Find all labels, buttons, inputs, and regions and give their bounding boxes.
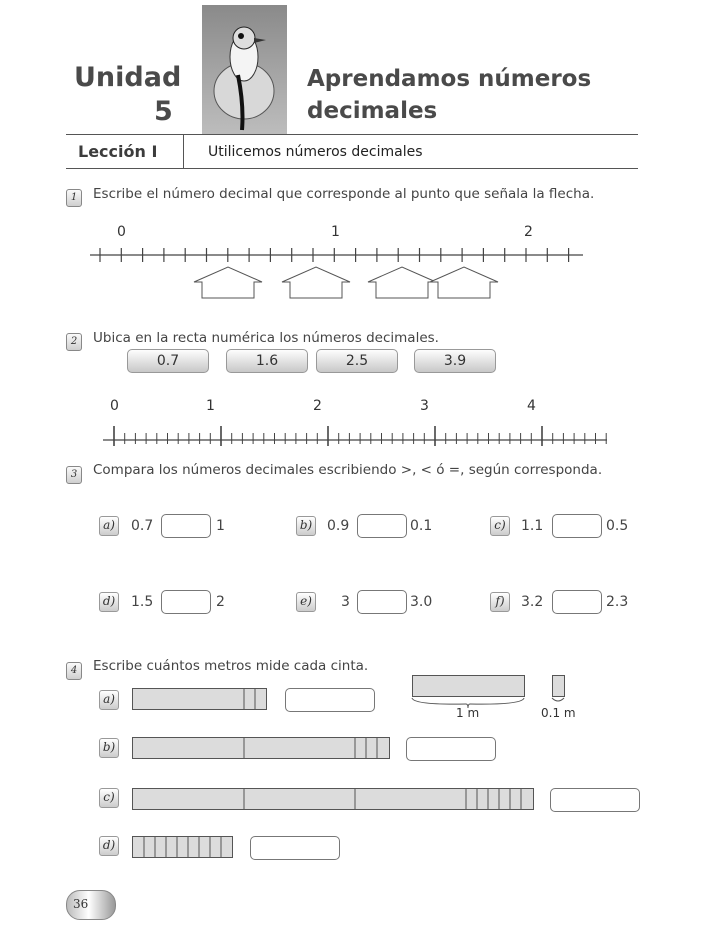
q3-c-answer-box[interactable] xyxy=(552,514,602,538)
question-number-1: 1 xyxy=(66,189,82,207)
q3-letter-a: a) xyxy=(99,516,119,536)
unit-number: 5 xyxy=(154,96,173,127)
unit-label: Unidad xyxy=(74,62,182,93)
page-number: 36 xyxy=(73,897,89,911)
q1-label-1: 1 xyxy=(331,224,340,240)
question-number-2: 2 xyxy=(66,333,82,351)
page-number-tab xyxy=(66,890,116,920)
q3-b-left: 0.9 xyxy=(327,518,350,534)
legend-1m-tape xyxy=(412,675,525,697)
q1-number-line xyxy=(0,0,728,320)
lesson-label: Lección I xyxy=(78,142,158,161)
question-number-4: 4 xyxy=(66,662,82,680)
q3-letter-e: e) xyxy=(296,592,316,612)
q3-e-right: 3.0 xyxy=(410,594,433,610)
q2-chip-4[interactable]: 3.9 xyxy=(414,349,496,373)
q3-a-left: 0.7 xyxy=(131,518,154,534)
q1-label-2: 2 xyxy=(524,224,533,240)
q3-b-answer-box[interactable] xyxy=(357,514,407,538)
q3-f-left: 3.2 xyxy=(521,594,544,610)
q1-arrow-box-2[interactable] xyxy=(280,266,352,300)
q2-number-line xyxy=(0,400,728,460)
legend-1m-label: 1 m xyxy=(456,706,480,720)
q4-tape-d xyxy=(132,836,233,858)
q3-e-answer-box[interactable] xyxy=(357,590,407,614)
q3-f-right: 2.3 xyxy=(606,594,629,610)
q1-arrow-box-4[interactable] xyxy=(428,266,500,300)
q3-letter-f: f) xyxy=(490,592,510,612)
q4-a-answer-box[interactable] xyxy=(285,688,375,712)
q3-d-answer-box[interactable] xyxy=(161,590,211,614)
question-1-text: Escribe el número decimal que corresponde al punto que señala la flecha. xyxy=(93,186,595,202)
q2-chip-3[interactable]: 2.5 xyxy=(316,349,398,373)
q3-d-left: 1.5 xyxy=(131,594,154,610)
question-4-text: Escribe cuántos metros mide cada cinta. xyxy=(93,658,369,674)
q4-letter-a: a) xyxy=(99,690,119,710)
q4-d-answer-box[interactable] xyxy=(250,836,340,860)
q1-label-0: 0 xyxy=(117,224,126,240)
q4-tape-b xyxy=(132,737,390,759)
q2-label-0: 0 xyxy=(110,398,119,414)
q2-label-3: 3 xyxy=(420,398,429,414)
page-title-line2: decimales xyxy=(307,98,438,124)
page-title-line1: Aprendamos números xyxy=(307,66,592,92)
q2-chip-1[interactable]: 0.7 xyxy=(127,349,209,373)
q2-label-4: 4 xyxy=(527,398,536,414)
q3-d-right: 2 xyxy=(216,594,225,610)
q2-label-1: 1 xyxy=(206,398,215,414)
question-number-3: 3 xyxy=(66,466,82,484)
q3-a-answer-box[interactable] xyxy=(161,514,211,538)
q3-b-right: 0.1 xyxy=(410,518,433,534)
q3-c-right: 0.5 xyxy=(606,518,629,534)
q3-e-left: 3 xyxy=(341,594,350,610)
lesson-title: Utilicemos números decimales xyxy=(208,144,423,160)
q4-c-answer-box[interactable] xyxy=(550,788,640,812)
q4-letter-c: c) xyxy=(99,788,119,808)
q3-c-left: 1.1 xyxy=(521,518,544,534)
q4-b-answer-box[interactable] xyxy=(406,737,496,761)
question-3-text: Compara los números decimales escribiendo >, < ó =, según corresponda. xyxy=(93,462,603,478)
q3-letter-d: d) xyxy=(99,592,119,612)
question-2-text: Ubica en la recta numérica los números decimales. xyxy=(93,330,439,346)
q1-arrow-box-1[interactable] xyxy=(192,266,264,300)
q3-letter-c: c) xyxy=(490,516,510,536)
q4-tape-a xyxy=(132,688,267,710)
q3-letter-b: b) xyxy=(296,516,316,536)
q3-f-answer-box[interactable] xyxy=(552,590,602,614)
legend-01m-tape xyxy=(552,675,565,697)
q3-a-right: 1 xyxy=(216,518,225,534)
q4-letter-b: b) xyxy=(99,738,119,758)
q4-letter-d: d) xyxy=(99,836,119,856)
q4-tape-c xyxy=(132,788,534,810)
legend-01m-label: 0.1 m xyxy=(541,706,576,720)
q2-chip-2[interactable]: 1.6 xyxy=(226,349,308,373)
q2-label-2: 2 xyxy=(313,398,322,414)
